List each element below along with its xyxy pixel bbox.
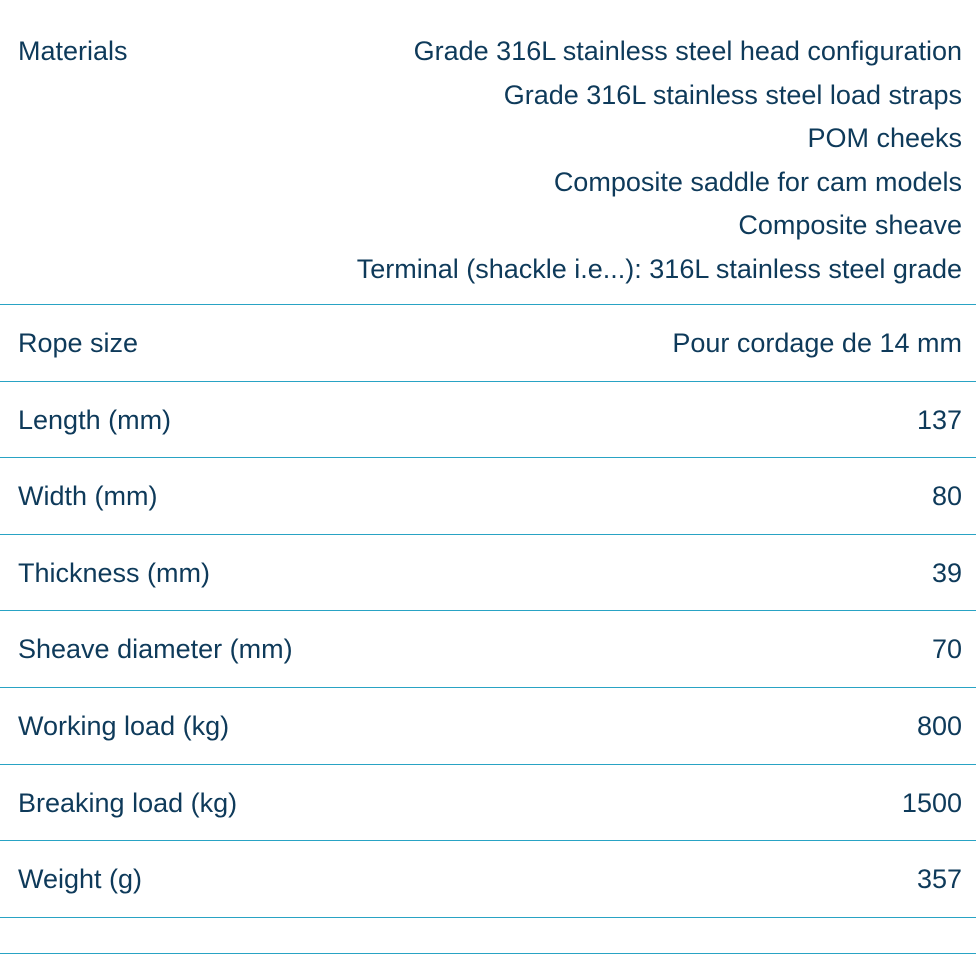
table-row-rope-size xyxy=(0,305,976,382)
table-row-breaking-load xyxy=(0,765,976,842)
row-label: Working load (kg) xyxy=(18,711,230,742)
materials-line: POM cheeks xyxy=(807,123,962,154)
table-row-length xyxy=(0,382,976,459)
table-row-thickness xyxy=(0,535,976,612)
row-value: 800 xyxy=(916,711,962,742)
table-row-width xyxy=(0,458,976,535)
table-row-working-load xyxy=(0,688,976,765)
row-label-materials: Materials xyxy=(18,36,128,66)
materials-line: Grade 316L stainless steel head configuration xyxy=(413,36,962,66)
row-label: Weight (g) xyxy=(18,864,143,895)
row-value: Pour cordage de 14 mm xyxy=(672,328,962,359)
row-value: 1500 xyxy=(901,787,962,818)
row-label: Breaking load (kg) xyxy=(18,787,238,818)
row-label: Sheave diameter (mm) xyxy=(18,634,293,665)
row-label: Thickness (mm) xyxy=(18,557,211,588)
row-value: 39 xyxy=(931,557,962,588)
row-label: Width (mm) xyxy=(18,481,158,512)
materials-line: Grade 316L stainless steel load straps xyxy=(503,79,962,110)
table-row-materials xyxy=(0,8,976,305)
row-value: 70 xyxy=(931,634,962,665)
materials-line: Composite sheave xyxy=(738,210,962,241)
row-value: 137 xyxy=(916,404,962,435)
table-row-sheave-diameter xyxy=(0,611,976,688)
table-row-empty xyxy=(0,918,976,954)
row-label: Length (mm) xyxy=(18,404,172,435)
row-label: Rope size xyxy=(18,328,139,359)
table-top-spacer xyxy=(0,0,330,8)
row-value: 357 xyxy=(916,864,962,895)
materials-line: Composite saddle for cam models xyxy=(553,166,962,197)
row-value: 80 xyxy=(931,481,962,512)
materials-line: Terminal (shackle i.e...): 316L stainless steel grade xyxy=(356,253,962,284)
row-value-materials xyxy=(140,34,962,286)
table-row-weight xyxy=(0,841,976,918)
